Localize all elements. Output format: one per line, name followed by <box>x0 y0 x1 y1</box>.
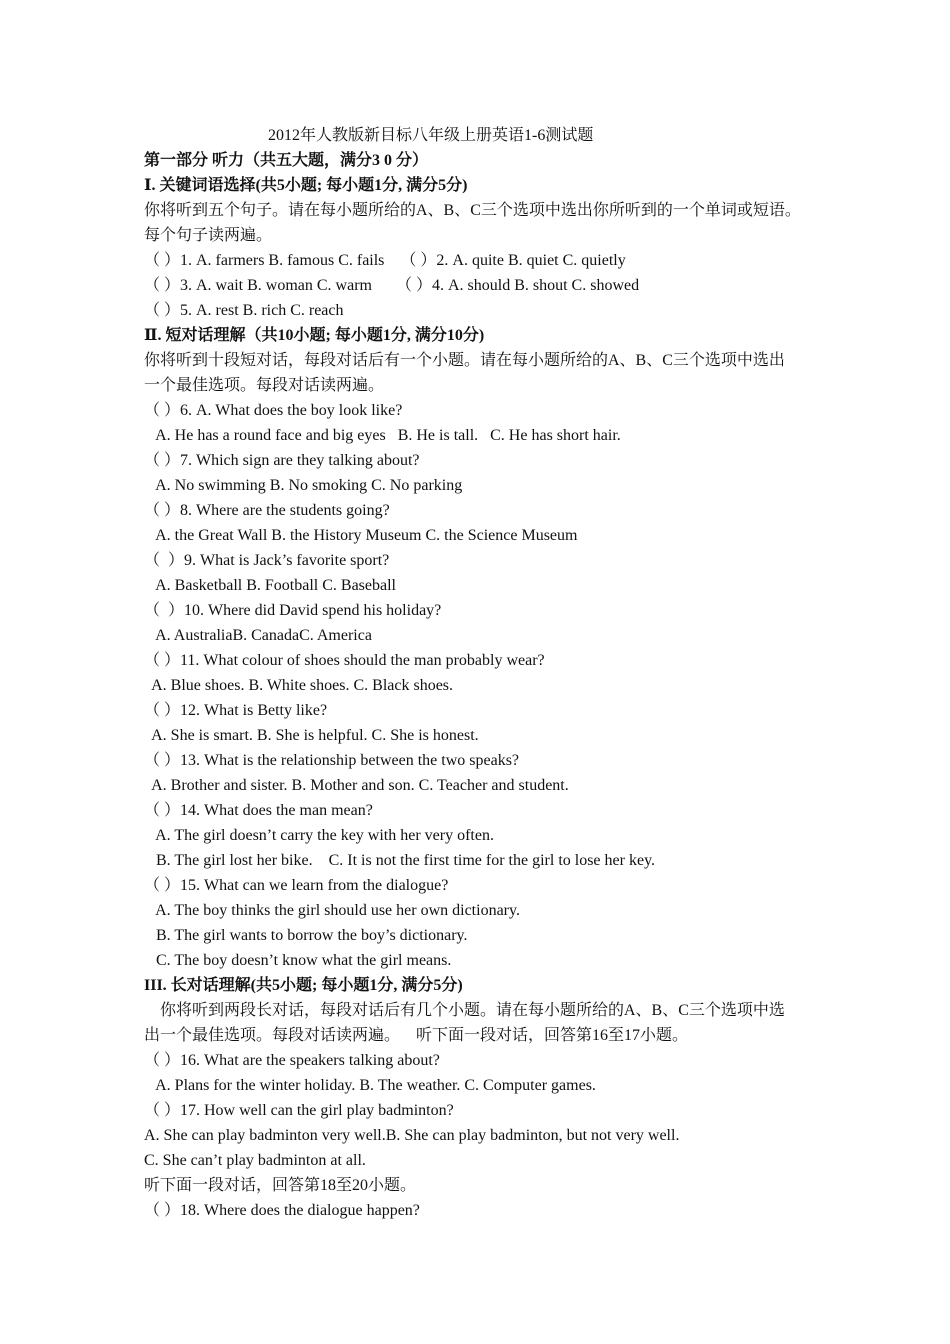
question-line: （ ）17. How well can the girl play badminton? <box>144 1102 454 1119</box>
question-line: （ ）11. What colour of shoes should the man probably wear? <box>144 652 545 669</box>
option-line: A. Blue shoes. B. White shoes. C. Black shoes. <box>144 677 454 694</box>
option-line: A. She can play badminton very well.B. She can play badminton, but not very well. <box>144 1127 680 1144</box>
option-line: A. The boy thinks the girl should use her own dictionary. <box>144 902 520 919</box>
section3-heading: III. 长对话理解(共5小题; 每小题1分, 满分5分) <box>144 977 463 994</box>
section2-heading: Ⅱ. 短对话理解（共10小题; 每小题1分, 满分10分) <box>144 327 485 344</box>
option-line: C. The boy doesn’t know what the girl means. <box>144 952 452 969</box>
part1-heading: 第一部分 听力（共五大题，满分3 0 分） <box>144 152 429 169</box>
question-line: （ ）16. What are the speakers talking about? <box>144 1052 440 1069</box>
section2-instruction-line: 一个最佳选项。每段对话读两遍。 <box>144 377 385 394</box>
option-line: A. the Great Wall B. the History Museum C. the Science Museum <box>144 527 578 544</box>
question-line: （ ）8. Where are the students going? <box>144 502 390 519</box>
section2-instruction-line: 你将听到十段短对话，每段对话后有一个小题。请在每小题所给的A、B、C三个选项中选出 <box>144 352 785 369</box>
option-line: A. AustraliaB. CanadaC. America <box>144 627 372 644</box>
question-row: （ ）1. A. farmers B. famous C. fails （ ）2. A. quite B. quiet C. quietly <box>144 252 626 269</box>
question-line: （ ）14. What does the man mean? <box>144 802 373 819</box>
question-line: （ ）7. Which sign are they talking about? <box>144 452 420 469</box>
document-title: 2012年人教版新目标八年级上册英语1-6测试题 <box>268 127 594 144</box>
option-line: A. The girl doesn’t carry the key with her very often. <box>144 827 494 844</box>
option-line: A. He has a round face and big eyes B. He is tall. C. He has short hair. <box>144 427 621 444</box>
option-line: A. Plans for the winter holiday. B. The weather. C. Computer games. <box>144 1077 596 1094</box>
question-line: （ ）12. What is Betty like? <box>144 702 328 719</box>
option-line: C. She can’t play badminton at all. <box>144 1152 366 1169</box>
question-row: （ ）5. A. rest B. rich C. reach <box>144 302 344 319</box>
section3-instruction-line: 你将听到两段长对话，每段对话后有几个小题。请在每小题所给的A、B、C三个选项中选 <box>144 1002 785 1019</box>
question-line: （ ）13. What is the relationship between the two speaks? <box>144 752 520 769</box>
question-line: （ ）6. A. What does the boy look like? <box>144 402 403 419</box>
section1-instruction-line: 每个句子读两遍。 <box>144 227 273 244</box>
option-line: A. No swimming B. No smoking C. No parking <box>144 477 463 494</box>
option-line: A. Basketball B. Football C. Baseball <box>144 577 396 594</box>
question-line: （ ）9. What is Jack’s favorite sport? <box>144 552 390 569</box>
question-line: （ ）15. What can we learn from the dialogue? <box>144 877 449 894</box>
option-line: B. The girl lost her bike. C. It is not the first time for the girl to lose her key. <box>144 852 656 869</box>
question-line: （ ）10. Where did David spend his holiday? <box>144 602 442 619</box>
option-line: A. She is smart. B. She is helpful. C. She is honest. <box>144 727 479 744</box>
option-line: B. The girl wants to borrow the boy’s dictionary. <box>144 927 468 944</box>
section3-instruction-line: 出一个最佳选项。每段对话读两遍。 听下面一段对话，回答第16至17小题。 <box>144 1027 689 1044</box>
question-row: （ ）3. A. wait B. woman C. warm （ ）4. A. should B. shout C. showed <box>144 277 640 294</box>
question-line: （ ）18. Where does the dialogue happen? <box>144 1202 420 1219</box>
option-line: A. Brother and sister. B. Mother and son. C. Teacher and student. <box>144 777 569 794</box>
section3-instruction-line: 听下面一段对话，回答第18至20小题。 <box>144 1177 417 1194</box>
section1-heading: Ⅰ. 关键词语选择(共5小题; 每小题1分, 满分5分) <box>144 177 468 194</box>
section1-instruction-line: 你将听到五个句子。请在每小题所给的A、B、C三个选项中选出你所听到的一个单词或短语。 <box>144 202 801 219</box>
